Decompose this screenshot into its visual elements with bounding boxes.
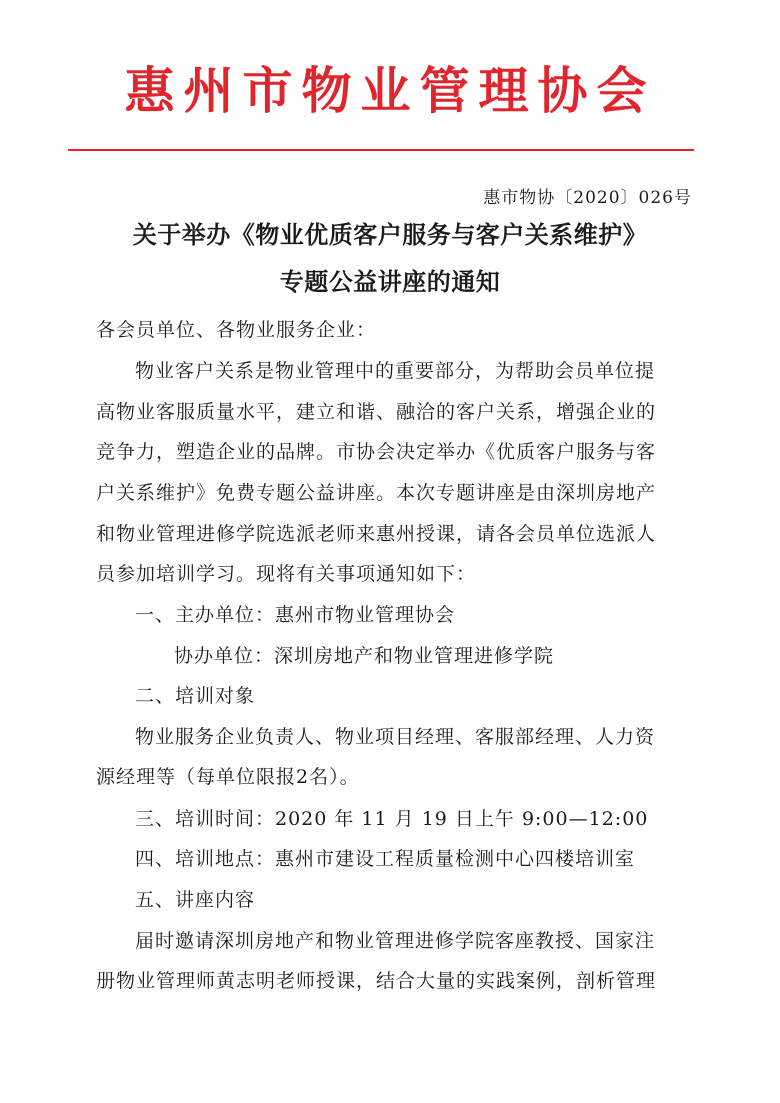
intro-line: 高物业客服质量水平，建立和谐、融洽的客户关系，增强企业的 <box>96 401 657 423</box>
intro-line: 户关系维护》免费专题公益讲座。本次专题讲座是由深圳房地产 <box>96 482 657 504</box>
section-training-location: 四、培训地点：惠州市建设工程质量检测中心四楼培训室 <box>135 848 636 870</box>
document-number: 惠市物协〔2020〕026号 <box>483 188 692 208</box>
notice-title-line-2: 专题公益讲座的通知 <box>279 268 501 296</box>
intro-line: 物业客户关系是物业管理中的重要部分，为帮助会员单位提 <box>135 360 656 382</box>
notice-title-line-1: 关于举办《物业优质客户服务与客户关系维护》 <box>132 221 648 249</box>
section-audience-text: 物业服务企业负责人、物业项目经理、客服部经理、人力资 <box>135 726 656 748</box>
section-audience-text: 源经理等（每单位限报2名）。 <box>96 766 360 788</box>
intro-line: 员参加培训学习。现将有关事项通知如下： <box>96 563 477 585</box>
intro-line: 竞争力，塑造企业的品牌。市协会决定举办《优质客户服务与客 <box>96 441 657 463</box>
intro-line: 和物业管理进修学院选派老师来惠州授课，请各会员单位选派人 <box>96 523 657 545</box>
section-cohost-unit: 协办单位：深圳房地产和物业管理进修学院 <box>174 645 555 667</box>
section-audience-heading: 二、培训对象 <box>135 685 256 707</box>
section-host-unit: 一、主办单位：惠州市物业管理协会 <box>135 604 456 626</box>
section-content-text: 册物业管理师黄志明老师授课，结合大量的实践案例，剖析管理 <box>96 970 657 992</box>
header-red-rule <box>68 149 694 151</box>
section-content-heading: 五、讲座内容 <box>135 889 256 911</box>
section-training-time: 三、培训时间：2020 年 11 月 19 日上午 9:00—12:00 <box>135 808 649 830</box>
salutation: 各会员单位、各物业服务企业： <box>96 319 377 341</box>
organization-header: 惠州市物业管理协会 <box>124 62 656 120</box>
section-content-text: 届时邀请深圳房地产和物业管理进修学院客座教授、国家注 <box>135 930 656 952</box>
